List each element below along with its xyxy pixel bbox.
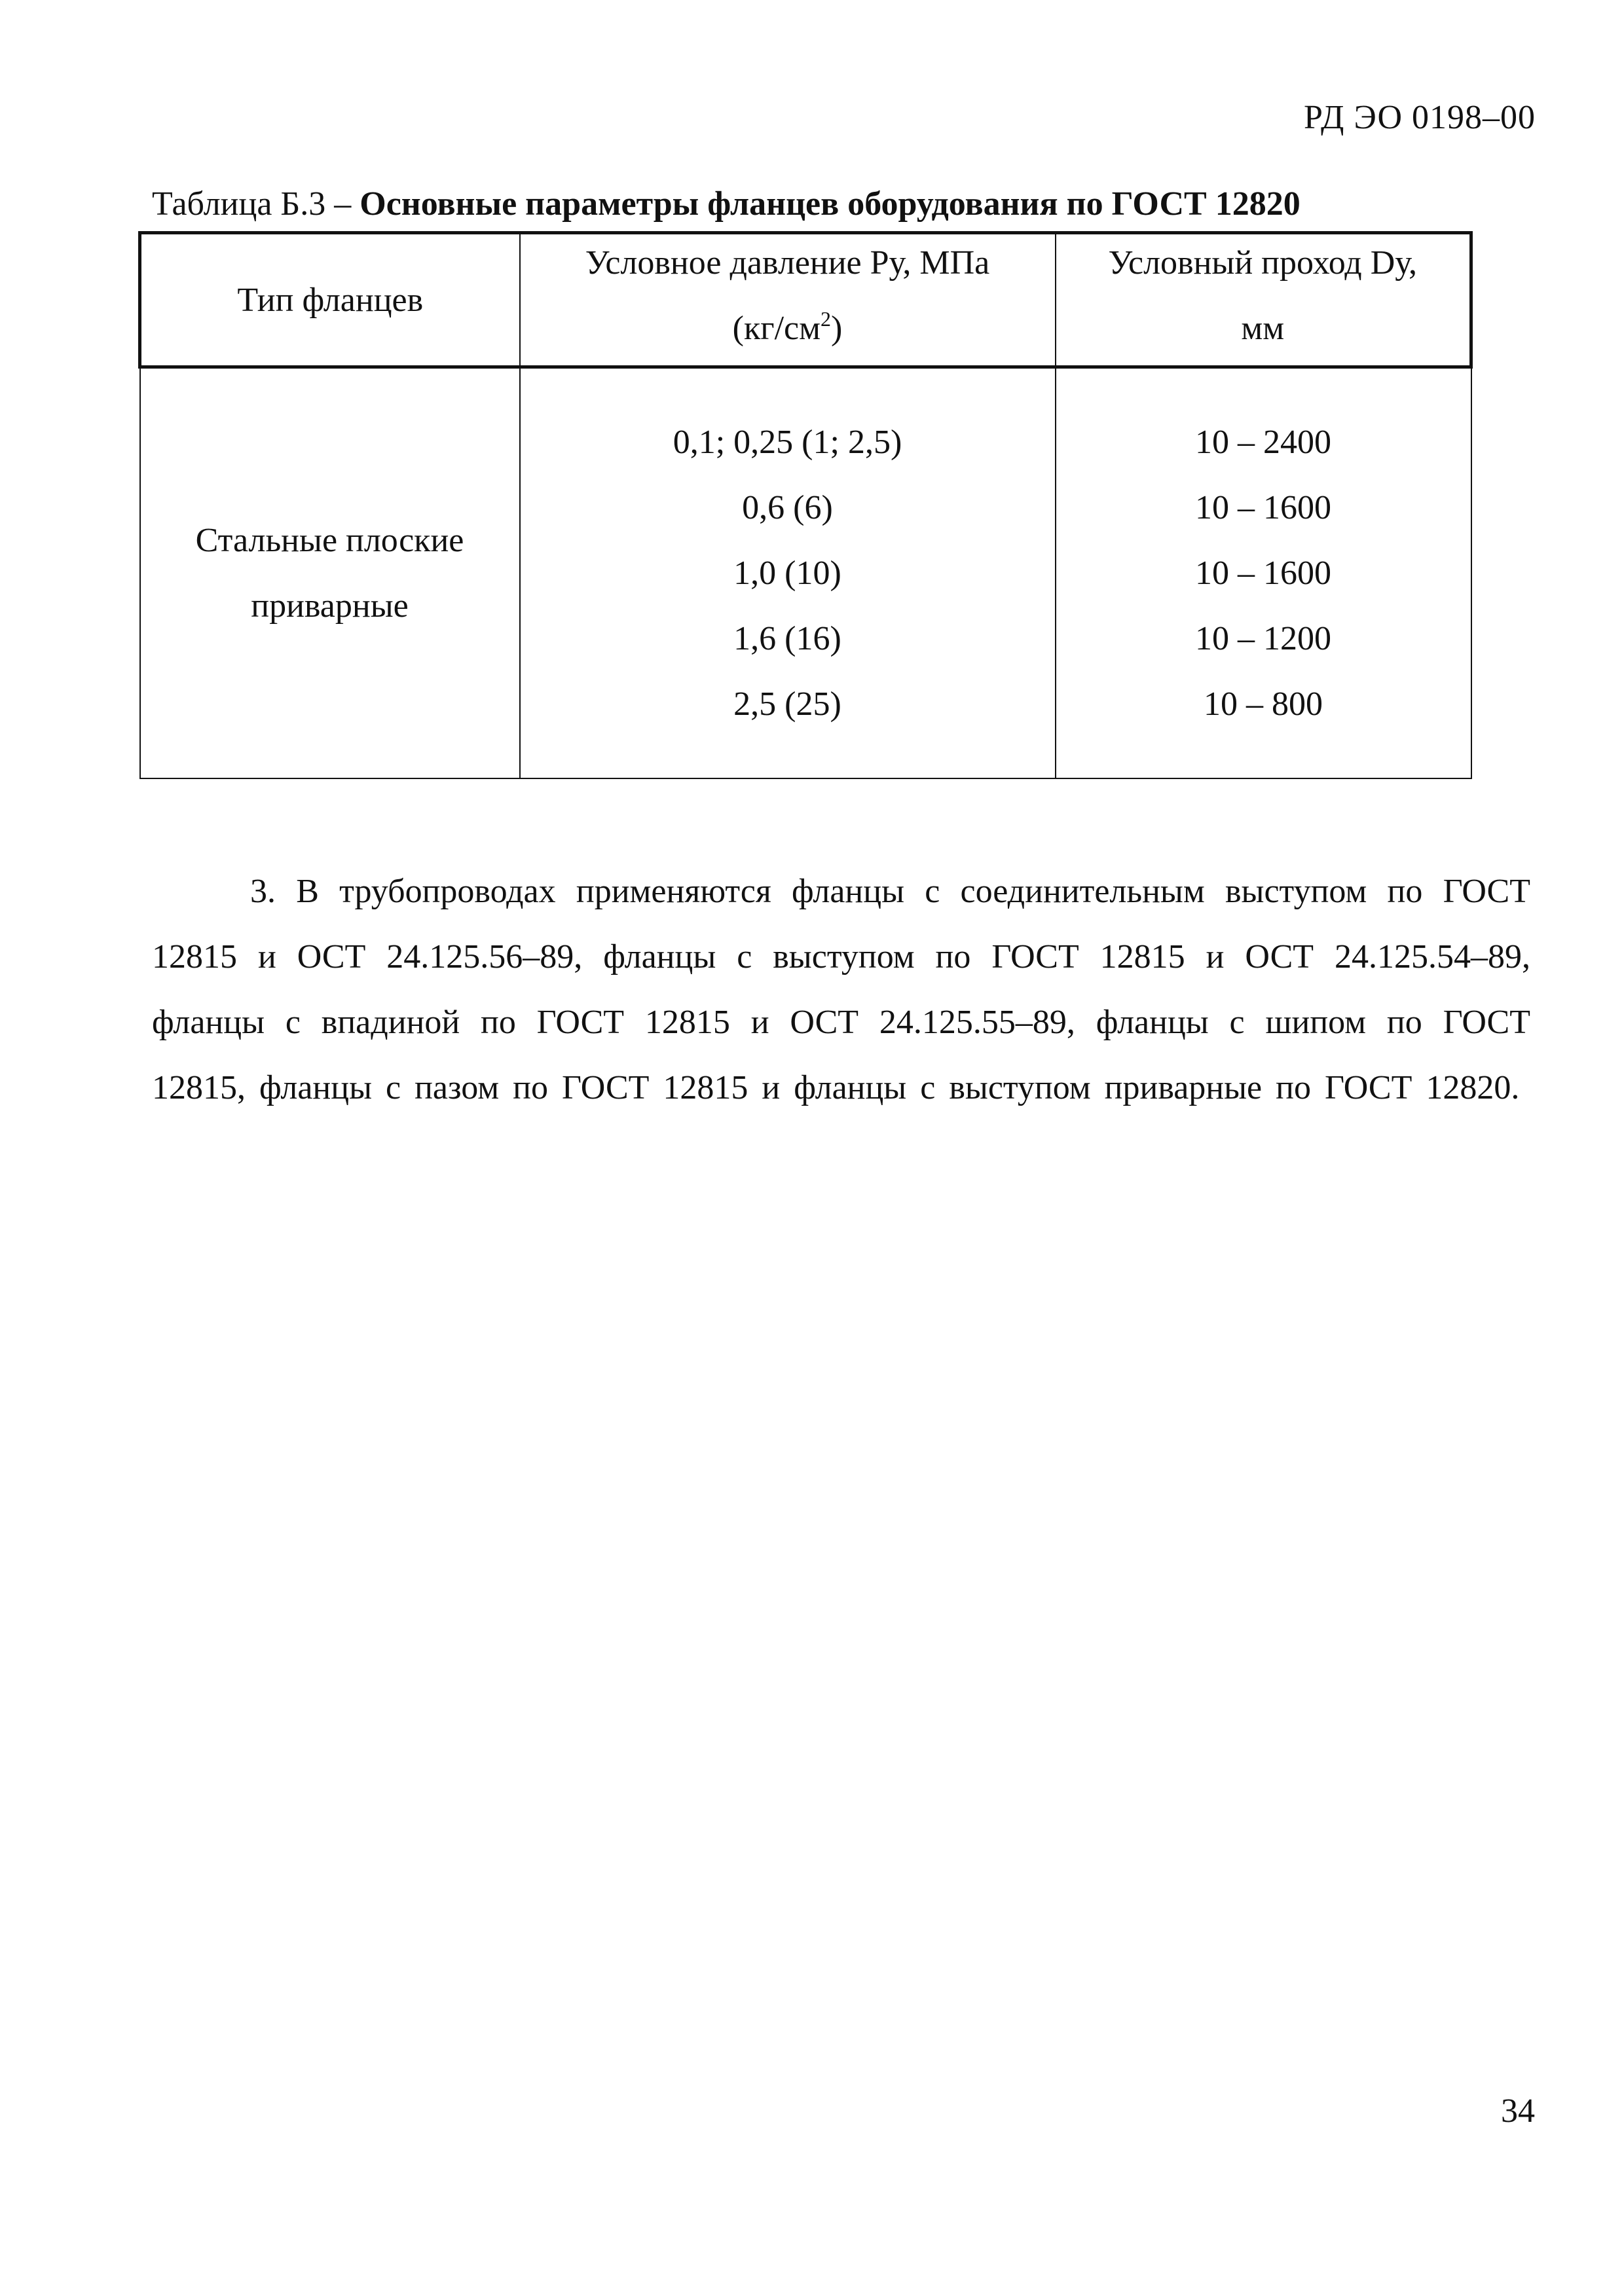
body-paragraph: 3. В трубопроводах применяются фланцы с соединительным выступом по ГОСТ 12815 и ОСТ 24.125.56–89, фланцы с выступом по ГОСТ 12815 и ОСТ 24.125.54–89, фланцы с впадиной по ГОСТ 12815 и ОСТ 24.125.55–89, фланцы с шипом по ГОСТ 12815, фланцы с пазом по ГОСТ 12815 и фланцы с выступом приварные по ГОСТ 12820. xyxy=(152,873,1530,1106)
page-number: 34 xyxy=(1501,2092,1535,2130)
flange-parameters-table xyxy=(138,231,1473,779)
bore-range: 10 – 1600 xyxy=(1195,554,1331,592)
bore-range: 10 – 1200 xyxy=(1195,619,1331,657)
table-row xyxy=(140,367,1471,779)
table-caption-prefix: Таблица Б.3 – xyxy=(152,185,360,223)
pressure-value: 2,5 (25) xyxy=(733,685,841,723)
header-pressure-unit-exponent: 2 xyxy=(821,307,831,331)
header-bore-line2: мм xyxy=(1241,310,1285,347)
document-code: РД ЭО 0198–00 xyxy=(1304,99,1536,136)
cell-flange-type xyxy=(140,367,520,779)
pressure-value: 1,6 (16) xyxy=(733,619,841,657)
pressure-value: 0,1; 0,25 (1; 2,5) xyxy=(673,423,902,461)
bore-range: 10 – 800 xyxy=(1204,685,1323,723)
cell-pressures xyxy=(520,367,1056,779)
table-header-row xyxy=(140,233,1471,367)
table-caption-title: Основные параметры фланцев оборудования по ГОСТ 12820 xyxy=(360,185,1301,223)
header-pressure-unit: (кг/см xyxy=(732,310,821,347)
cell-bores xyxy=(1056,367,1471,779)
header-flange-type xyxy=(140,233,520,367)
header-pressure-line1: Условное давление Pу, МПа xyxy=(585,244,990,282)
bore-range: 10 – 2400 xyxy=(1195,423,1331,461)
bore-range: 10 – 1600 xyxy=(1195,488,1331,526)
flange-type-line1: Стальные плоские xyxy=(195,521,464,559)
header-pressure-unit-close: ) xyxy=(831,310,843,347)
pressure-value: 1,0 (10) xyxy=(733,554,841,592)
header-flange-type-label: Тип фланцев xyxy=(237,281,424,319)
header-pressure-line2 xyxy=(521,296,1055,361)
pressure-value: 0,6 (6) xyxy=(742,488,833,526)
header-bore-line1: Условный проход Dу, xyxy=(1108,244,1418,282)
flange-type-line2: приварные xyxy=(251,587,409,625)
header-nominal-bore xyxy=(1056,233,1471,367)
table-caption xyxy=(152,185,1301,223)
header-nominal-pressure xyxy=(520,233,1056,367)
